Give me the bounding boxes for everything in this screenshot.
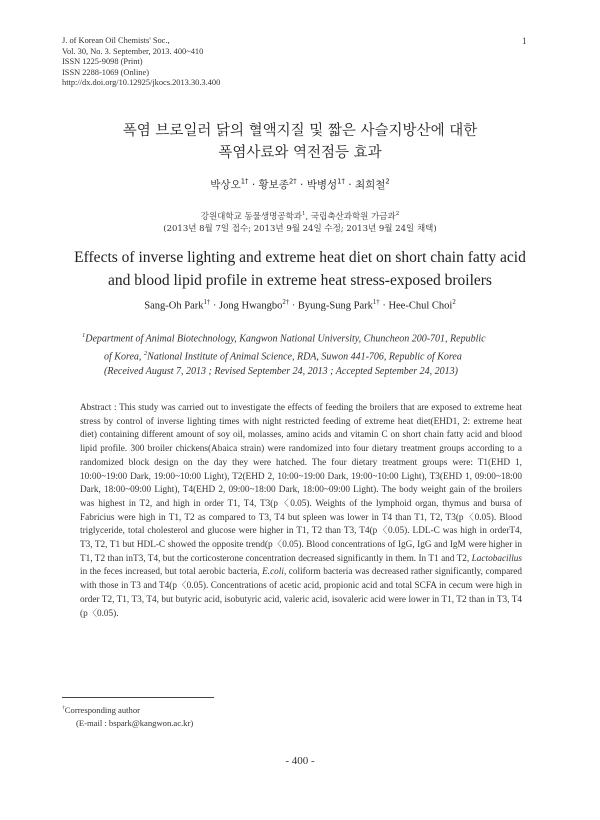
author-name: Byung-Sung Park: [297, 300, 373, 312]
author-name: 황보종: [258, 179, 289, 191]
author-name: Hee-Chul Choi: [388, 300, 453, 312]
abstract-italic: E.coli: [262, 567, 284, 578]
author-mark: 1†: [240, 177, 249, 186]
english-authors: [0, 299, 600, 312]
author-mark: 2†: [282, 299, 290, 306]
footnote-divider: [62, 697, 214, 698]
author-mark: 2: [452, 299, 456, 306]
footnote: [62, 702, 193, 730]
author-name: Jong Hwangbo: [219, 300, 283, 312]
korean-title: [0, 120, 600, 164]
abstract-italic: Lactobacillus: [471, 553, 522, 564]
journal-line: Vol. 30, No. 3. September, 2013. 400~410: [62, 46, 204, 56]
dagger-mark: †: [62, 705, 65, 711]
separator: ·: [348, 179, 352, 191]
author-name: 박상오: [210, 179, 241, 191]
author-email: (E-mail : bspark@kangwon.ac.kr): [76, 717, 194, 728]
journal-line: ISSN 2288-1069 (Online): [62, 67, 150, 77]
separator: ·: [382, 300, 386, 312]
author-mark: 1†: [337, 177, 345, 186]
korean-authors: [0, 177, 600, 192]
journal-line: ISSN 1225-9098 (Print): [62, 57, 143, 67]
corresponding-author: †Corresponding author: [62, 704, 140, 715]
english-affiliation-line: $^1$Department of Animal Biotechnology, Kangwon National University, Chuncheon 200-701, Republic: [82, 332, 486, 345]
korean-title-line: 폭염사료와 역전점등 효과: [218, 145, 382, 161]
korean-title-line: 폭염 브로일러 닭의 혈액지질 및 짧은 사슬지방산에 대한: [122, 123, 478, 139]
author-mark: 1†: [372, 299, 380, 306]
abstract-label: Abstract :: [80, 403, 117, 413]
english-title-line: and blood lipid profile in extreme heat stress-exposed broilers: [108, 272, 492, 289]
abstract-text: in the feces increased, but total aerobic bacteria,: [80, 567, 263, 578]
author-name: 박병성: [306, 179, 338, 191]
abstract-text: This study was carried out to investigate the effects of feeding the broilers that are exposed to extreme heat stress by control of inverse lighting times with night restricted feeding of extreme heat diet(EHD1, 2: extreme heat diet) containing different amount of soy oil, molasses, amino acids and vitamin C on short chain fatty acid and blood lipid profile. 300 broiler chickens(Abaica strain) were randomized into four dietary treatment groups according to a randomized block design on the day they were hatched. The four dietary treatment groups were: T1(EHD 1, 10:00~19:00 Dark, 19:00~10:00 Light), T2(EHD 2, 10:00~19:00 Dark, 19:00~10:00 Light), T3(EHD 1, 09:00~18:00 Dark, 18:00~09:00 Light), T4(EHD 2, 09:00~18:00 Dark, 18:00~09:00 Light). The body weight gain of the broilers was highest in T2, and high in order T1, T4, T3(p〈0.05). Weights of the lymphoid organ, thymus and bursa of Fabricius were high in T1, T2 as compared to T3, T4 but spleen was lower in T4 than T1, T2, T3(p〈0.05). Blood triglyceride, total cholesterol and glucose were higher in T1, T2 than T3, T4(p〈0.05). LDL-C was high in orderT4, T3, T2, T1 but HDL-C showed the opposite trend(p〈0.05). Blood concentrations of IgG, IgG and IgM were higher in T1, T2 than inT3, T4, but the corticosterone concentration decreased significantly in them. In T1 and T2,: [80, 403, 523, 564]
english-affiliation: [82, 329, 522, 379]
korean-dates: (2013년 8월 7일 접수; 2013년 9월 24일 수정; 2013년 9월 24일 채택): [163, 223, 437, 234]
separator: ·: [300, 179, 304, 191]
separator: ·: [291, 300, 296, 312]
english-dates: (Received August 7, 2013 ; Revised September 24, 2013 ; Accepted September 24, 2013): [104, 365, 458, 377]
journal-doi-link[interactable]: http://dx.doi.org/10.12925/jkocs.2013.30.3.400: [62, 78, 221, 88]
author-mark: 1†: [203, 299, 211, 306]
journal-info: [62, 36, 220, 89]
page-marker: 1: [522, 36, 527, 46]
korean-affiliation: [0, 208, 600, 235]
author-mark: 2†: [288, 177, 297, 186]
separator: ·: [212, 300, 217, 312]
author-name: 최희철: [354, 179, 386, 191]
english-title-line: Effects of inverse lighting and extreme heat diet on short chain fatty acid: [74, 249, 526, 266]
author-mark: 2: [385, 177, 390, 186]
separator: ·: [251, 179, 256, 191]
english-title: [0, 246, 600, 292]
english-affiliation-line: of Korea, $^2$National Institute of Animal Science, RDA, Suwon 441-706, Republic of Korea: [104, 349, 462, 363]
author-name: Sang-Oh Park: [144, 300, 204, 312]
korean-affiliation-line: 강원대학교 동물생명공학과$^1$, 국립축산과학원 가금과$^2$: [200, 211, 400, 222]
abstract-text: , coliform bacteria was decreased rather significantly, compared with those in T3 and T4(p〈0.05). Concentrations of acetic acid, propionic acid and total SCFA in cecum were high in order T2, T1, T3, T4, but butyric acid, isobutyric acid, valeric acid, isovaleric acid were lower in T1, T2 than in T3, T4 (p〈0.05).: [80, 567, 522, 619]
abstract: [80, 402, 522, 621]
journal-line: J. of Korean Oil Chemists' Soc.,: [62, 36, 170, 45]
page-number: - 400 -: [285, 755, 315, 767]
